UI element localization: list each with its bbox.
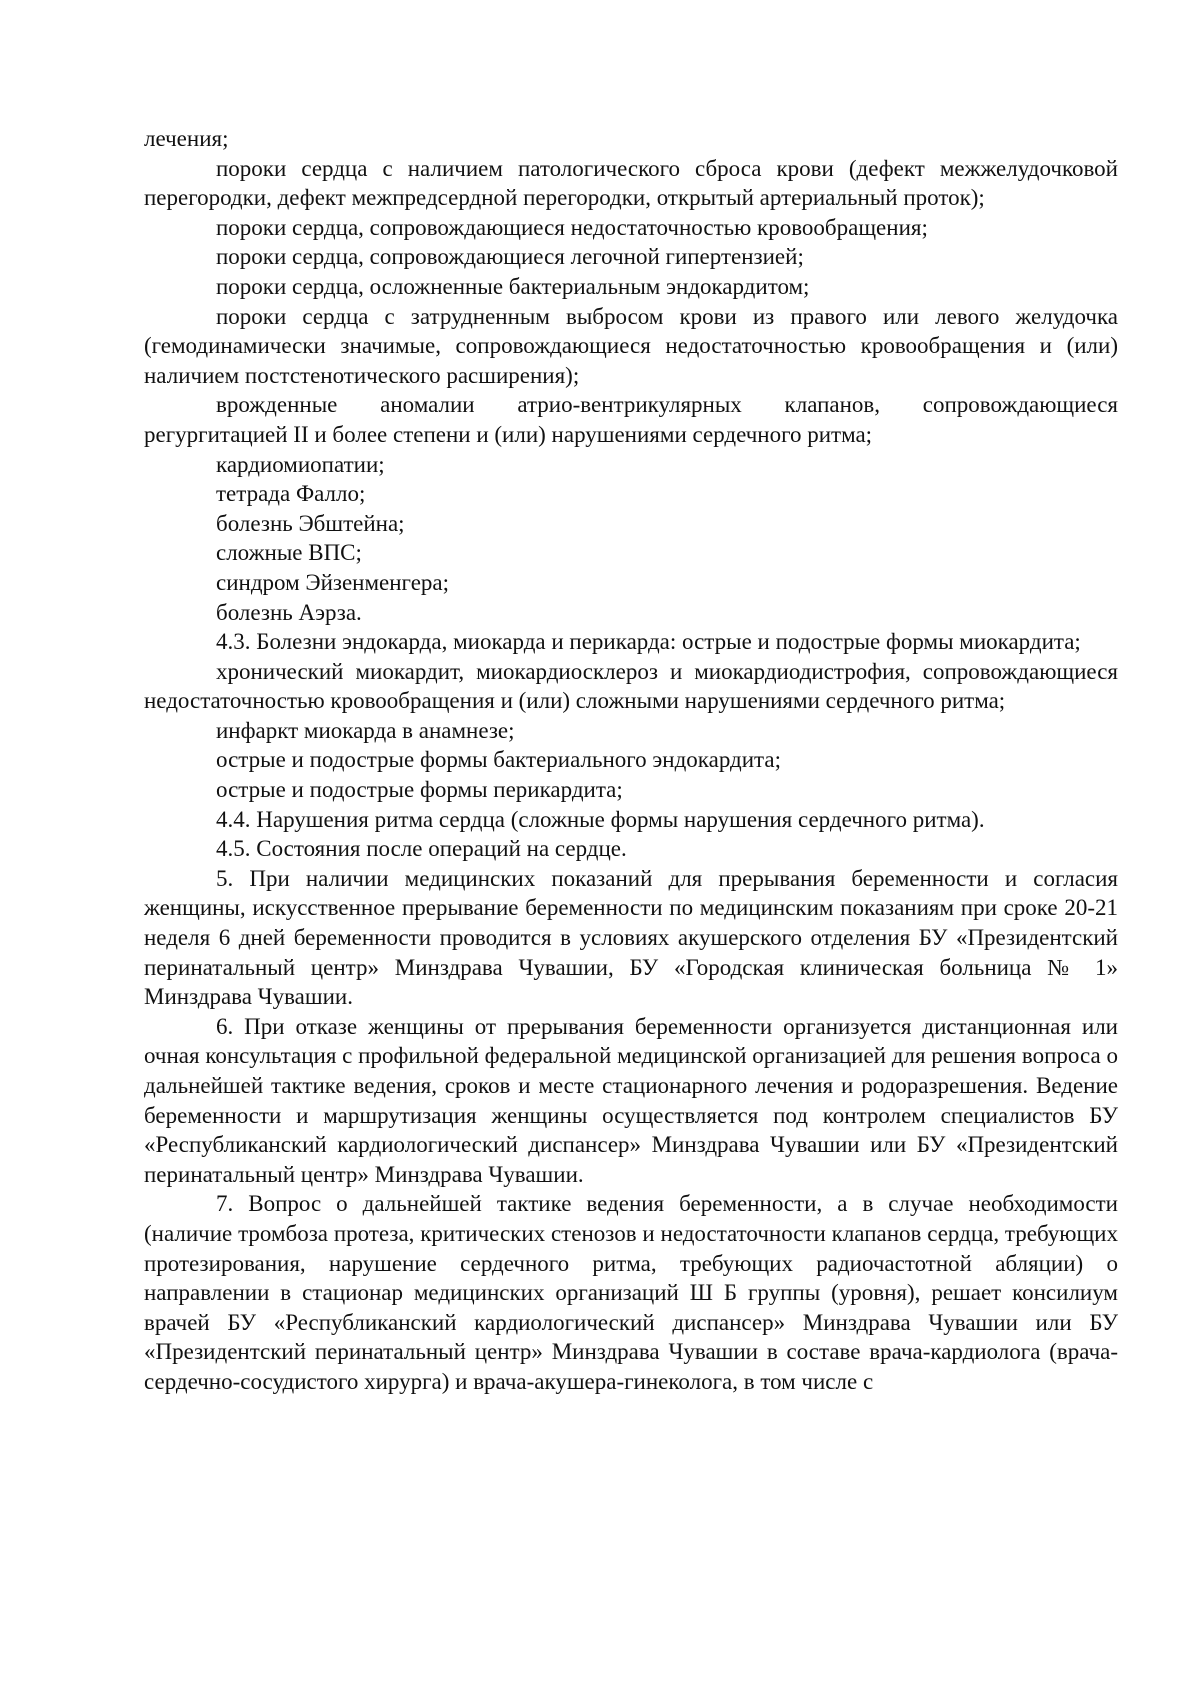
paragraph-pulmonary-hypertension: пороки сердца, сопровождающиеся легочной гипертензией;: [216, 244, 804, 270]
paragraph-obstructed-outflow: пороки сердца с затрудненным выбросом крови из правого или левого желудочка (гемодинамически значимые, сопровождающиеся недостаточностью кровообращения и (или) наличием постстенотического расширения);: [144, 303, 1118, 388]
paragraph-section-4-3: 4.3. Болезни эндокарда, миокарда и перикарда: острые и подострые формы миокардита;: [216, 629, 1081, 655]
paragraph-section-7: 7. Вопрос о дальнейшей тактике ведения беременности, а в случае необходимости (наличие тромбоза протеза, критических стенозов и недостаточности клапанов сердца, требующих протезирования, нарушение сердечного ритма, требующих радиочастотной абляции) о направлении в стационар медицинских организаций Ш Б группы (уровня), решает консилиум врачей БУ «Республиканский кардиологический диспансер» Минздрава Чувашии или БУ «Президентский перинатальный центр» Минздрава Чувашии в составе врача-кардиолога (врача-сердечно-сосудистого хирурга) и врача-акушера-гинеколога, в том числе с: [144, 1191, 1118, 1394]
document-page: [144, 124, 1118, 1397]
paragraph-section-5: 5. При наличии медицинских показаний для прерывания беременности и согласия женщины, искусственное прерывание беременности по медицинским показаниям при сроке 20-21 неделя 6 дней беременности проводится в условиях акушерского отделения БУ «Президентский перинатальный центр» Минздрава Чувашии, БУ «Городская клиническая больница № 1» Минздрава Чувашии.: [144, 865, 1118, 1010]
paragraph-endocarditis-forms: острые и подострые формы бактериального эндокардита;: [216, 747, 781, 773]
paragraph-complex-chd: сложные ВПС;: [216, 540, 362, 566]
paragraph-section-6: 6. При отказе женщины от прерывания беременности организуется дистанционная или очная консультация с профильной федеральной медицинской организацией для решения вопроса о дальнейшей тактике ведения, сроков и месте стационарного лечения и родоразрешения. Ведение беременности и маршрутизация женщины осуществляется под контролем специалистов БУ «Республиканский кардиологический диспансер» Минздрава Чувашии или БУ «Президентский перинатальный центр» Минздрава Чувашии.: [144, 1013, 1118, 1187]
paragraph-ebstein: болезнь Эбштейна;: [216, 510, 405, 536]
paragraph-circulatory-insufficiency: пороки сердца, сопровождающиеся недостаточностью кровообращения;: [216, 214, 928, 240]
paragraph-eisenmenger: синдром Эйзенменгера;: [216, 569, 449, 595]
paragraph-ayerza: болезнь Аэрза.: [216, 599, 362, 625]
paragraph-section-4-5: 4.5. Состояния после операций на сердце.: [216, 836, 627, 862]
paragraph-continuation: лечения;: [144, 126, 229, 151]
paragraph-shunt-defects: пороки сердца с наличием патологического сброса крови (дефект межжелудочковой перегородки, дефект межпредсердной перегородки, открытый артериальный проток);: [144, 155, 1118, 211]
paragraph-tetralogy-fallot: тетрада Фалло;: [216, 481, 366, 507]
paragraph-av-valve-anomalies: врожденные аномалии атрио-вентрикулярных клапанов, сопровождающиеся регургитацией II и более степени и (или) нарушениями сердечного ритма;: [144, 392, 1118, 447]
paragraph-section-4-4: 4.4. Нарушения ритма сердца (сложные формы нарушения сердечного ритма).: [216, 806, 985, 832]
paragraph-bacterial-endocarditis: пороки сердца, осложненные бактериальным эндокардитом;: [216, 273, 810, 299]
paragraph-pericarditis-forms: острые и подострые формы перикардита;: [216, 777, 623, 803]
paragraph-myocardial-infarction: инфаркт миокарда в анамнезе;: [216, 717, 515, 743]
paragraph-chronic-myocarditis: хронический миокардит, миокардиосклероз и миокардиодистрофия, сопровождающиеся недостаточностью кровообращения и (или) сложными нарушениями сердечного ритма;: [144, 658, 1118, 714]
paragraph-cardiomyopathies: кардиомиопатии;: [216, 451, 385, 477]
